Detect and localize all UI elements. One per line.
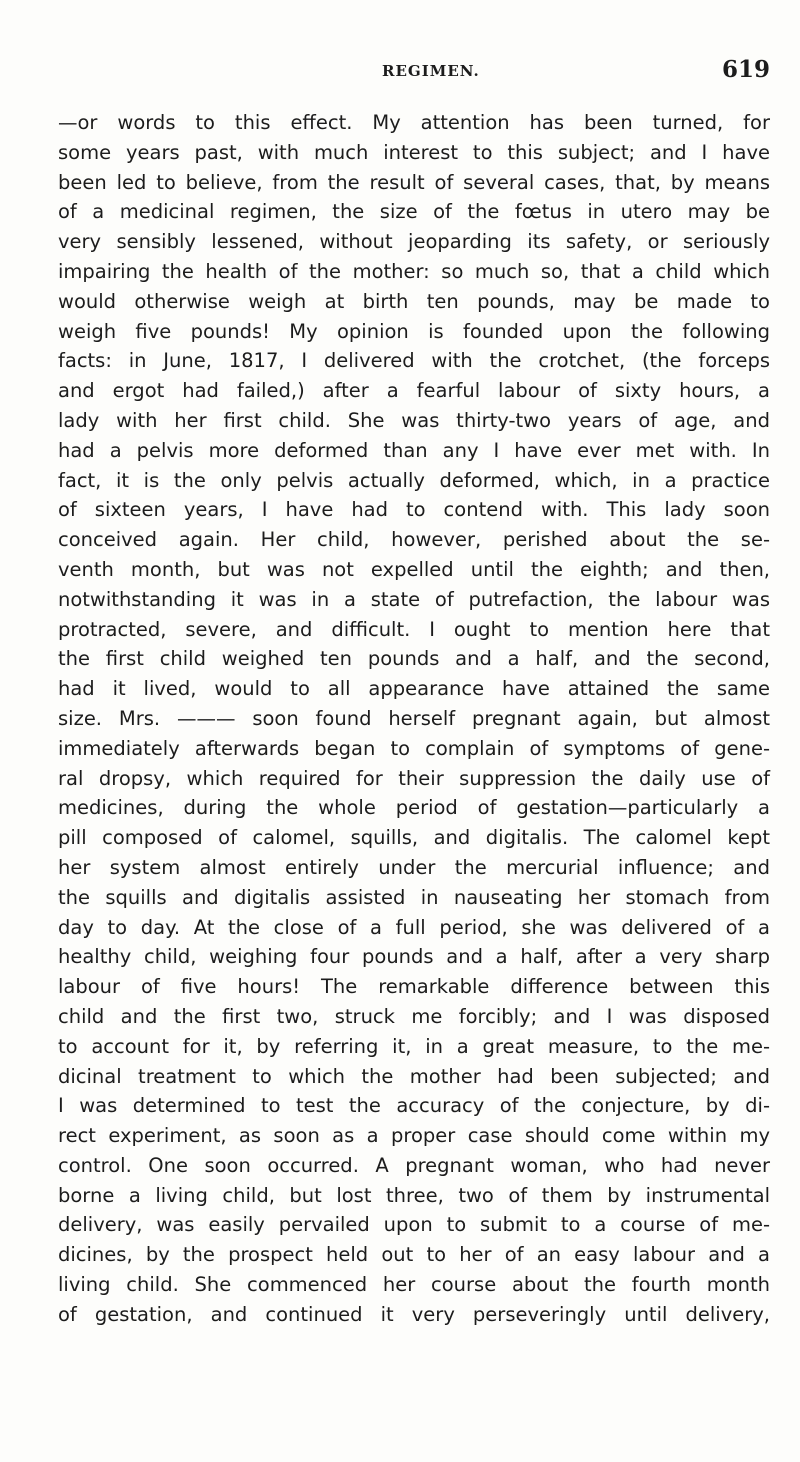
text-line: I was determined to test the accuracy of the conjecture, by di- — [58, 1094, 770, 1118]
text-line: to account for it, by referring it, in a great measure, to the me- — [58, 1034, 770, 1058]
text-line: borne a living child, but lost three, two of them by instrumental — [58, 1183, 770, 1207]
text-line: impairing the health of the mother: so much so, that a child which — [58, 259, 770, 283]
text-line: child and the first two, struck me forcibly; and I was disposed — [58, 1004, 770, 1028]
text-line: dicines, by the prospect held out to her of an easy labour and a — [58, 1243, 770, 1267]
text-line: facts: in June, 1817, I delivered with the crotchet, (the forceps — [58, 349, 770, 373]
text-line: of a medicinal regimen, the size of the fœtus in utero may be — [58, 200, 770, 224]
text-line: dicinal treatment to which the mother had been subjected; and — [58, 1064, 770, 1088]
text-line: control. One soon occurred. A pregnant woman, who had never — [58, 1153, 770, 1177]
text-line: some years past, with much interest to this subject; and I have — [58, 140, 770, 164]
text-line: immediately afterwards began to complain of symptoms of gene- — [58, 736, 770, 760]
text-line: would otherwise weigh at birth ten pounds, may be made to — [58, 289, 770, 313]
text-line: and ergot had failed,) after a fearful labour of sixty hours, a — [58, 379, 770, 403]
page-number: 619 — [721, 56, 770, 83]
text-line: the squills and digitalis assisted in nauseating her stomach from — [58, 885, 770, 909]
text-line: —or words to this effect. My attention has been turned, for — [58, 111, 770, 134]
text-line: conceived again. Her child, however, perished about the se- — [58, 528, 770, 552]
text-line: very sensibly lessened, without jeoparding its safety, or seriously — [58, 230, 770, 254]
text-line: healthy child, weighing four pounds and a half, after a very sharp — [58, 945, 770, 969]
text-line: had a pelvis more deformed than any I have ever met with. In — [58, 438, 770, 462]
page-header — [58, 56, 770, 96]
text-line: had it lived, would to all appearance have attained the same — [58, 677, 770, 701]
text-line: rect experiment, as soon as a proper case should come within my — [58, 1124, 770, 1148]
text-line: notwithstanding it was in a state of putrefaction, the labour was — [58, 587, 770, 611]
text-line: lady with her first child. She was thirty-two years of age, and — [58, 408, 770, 432]
text-line: living child. She commenced her course about the fourth month — [58, 1273, 770, 1297]
text-line: pill composed of calomel, squills, and digitalis. The calomel kept — [58, 826, 770, 850]
text-line: day to day. At the close of a full period, she was delivered of a — [58, 915, 770, 939]
text-line: labour of five hours! The remarkable difference between this — [58, 975, 770, 999]
text-line: of sixteen years, I have had to contend with. This lady soon — [58, 498, 770, 522]
text-line: size. Mrs. ——— soon found herself pregnant again, but almost — [58, 706, 770, 730]
text-line: medicines, during the whole period of gestation—particularly a — [58, 796, 770, 820]
text-line: weigh five pounds! My opinion is founded upon the following — [58, 319, 770, 343]
text-line: the first child weighed ten pounds and a half, and the second, — [58, 647, 770, 671]
body-text — [58, 108, 770, 1330]
text-line: protracted, severe, and difficult. I ought to mention here that — [58, 617, 770, 641]
text-line: been led to believe, from the result of several cases, that, by means — [58, 170, 770, 194]
text-line: venth month, but was not expelled until the eighth; and then, — [58, 557, 770, 581]
text-line: of gestation, and continued it very perseveringly until delivery, — [58, 1302, 770, 1326]
text-line: her system almost entirely under the mercurial influence; and — [58, 855, 770, 879]
running-head: REGIMEN. — [382, 62, 480, 80]
text-line: fact, it is the only pelvis actually deformed, which, in a practice — [58, 468, 770, 492]
text-line: delivery, was easily pervailed upon to submit to a course of me- — [58, 1213, 770, 1237]
text-line: ral dropsy, which required for their suppression the daily use of — [58, 766, 770, 790]
